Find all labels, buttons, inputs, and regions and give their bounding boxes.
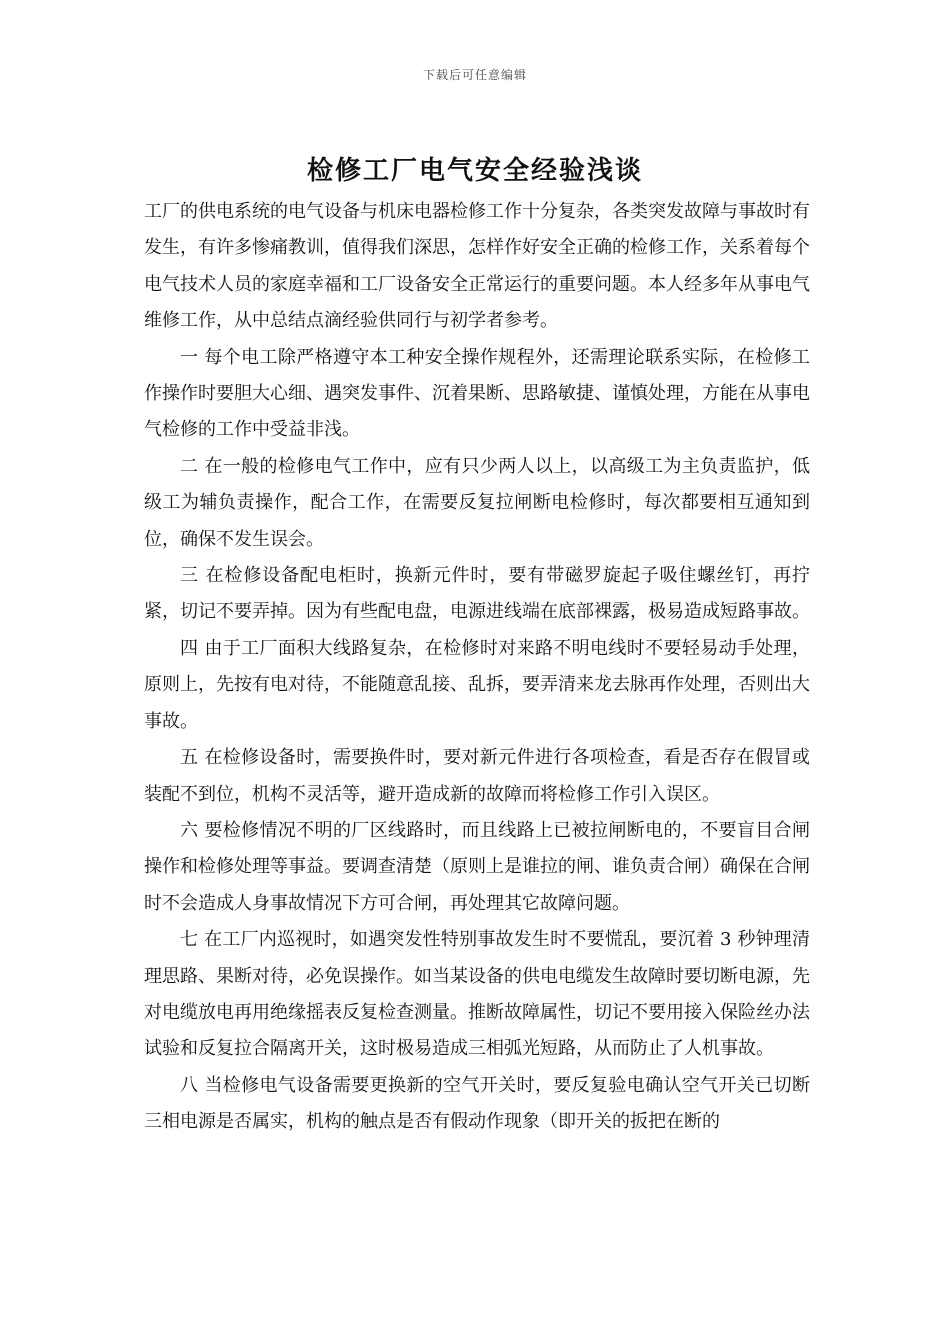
- paragraph-item-1: 一 每个电工除严格遵守本工种安全操作规程外，还需理论联系实际，在检修工作操作时要胆大心细、遇突发事件、沉着果断、思路敏捷、谨慎处理，方能在从事电气检修的工作中受益非浅。: [144, 346, 810, 441]
- header-note: 下载后可任意编辑: [422, 68, 527, 82]
- paragraph-item-5: 五 在检修设备时，需要换件时，要对新元件进行各项检查，看是否存在假冒或装配不到位，机构不灵活等，避开造成新的故障而将检修工作引入误区。: [144, 747, 810, 805]
- paragraph-item-8: 八 当检修电气设备需要更换新的空气开关时，要反复验电确认空气开关已切断三相电源是否属实，机构的触点是否有假动作现象（即开关的扳把在断的: [144, 1074, 810, 1133]
- document-title: 检修工厂电气安全经验浅谈: [306, 156, 643, 186]
- paragraph-item-4: 四 由于工厂面积大线路复杂，在检修时对来路不明电线时不要轻易动手处理，原则上，先按有电对待，不能随意乱接、乱拆，要弄清来龙去脉再作处理，否则出大事故。: [144, 637, 810, 732]
- paragraph-item-7: 七 在工厂内巡视时，如遇突发性特别事故发生时不要慌乱，要沉着 3 秒钟理清理思路、果断对待，必免误操作。如当某设备的供电电缆发生故障时要切断电源，先对电缆放电再用绝缘摇表反复检查测量。推断故障属性，切记不要用接入保险丝办法试验和反复拉合隔离开关，这时极易造成三相弧光短路，从而防止了人机事故。: [144, 929, 810, 1060]
- paragraph-item-3: 三 在检修设备配电柜时，换新元件时，要有带磁罗旋起子吸住螺丝钉，再拧紧，切记不要弄掉。因为有些配电盘，电源进线端在底部裸露，极易造成短路事故。: [144, 565, 810, 623]
- document-body: [144, 194, 810, 1141]
- paragraph-item-2: 二 在一般的检修电气工作中，应有只少两人以上，以高级工为主负责监护，低级工为辅负责操作，配合工作，在需要反复拉闸断电检修时，每次都要相互通知到位，确保不发生误会。: [144, 455, 810, 550]
- paragraph-item-6: 六 要检修情况不明的厂区线路时，而且线路上已被拉闸断电的，不要盲目合闸操作和检修处理等事益。要调查清楚（原则上是谁拉的闸、谁负责合闸）确保在合闸时不会造成人身事故情况下方可合闸，再处理其它故障问题。: [144, 819, 810, 914]
- intro-paragraph: 工厂的供电系统的电气设备与机床电器检修工作十分复杂，各类突发故障与事故时有发生，有许多惨痛教训，值得我们深思，怎样作好安全正确的检修工作，关系着每个电气技术人员的家庭幸福和工厂设备安全正常运行的重要问题。本人经多年从事电气维修工作，从中总结点滴经验供同行与初学者参考。: [144, 201, 810, 332]
